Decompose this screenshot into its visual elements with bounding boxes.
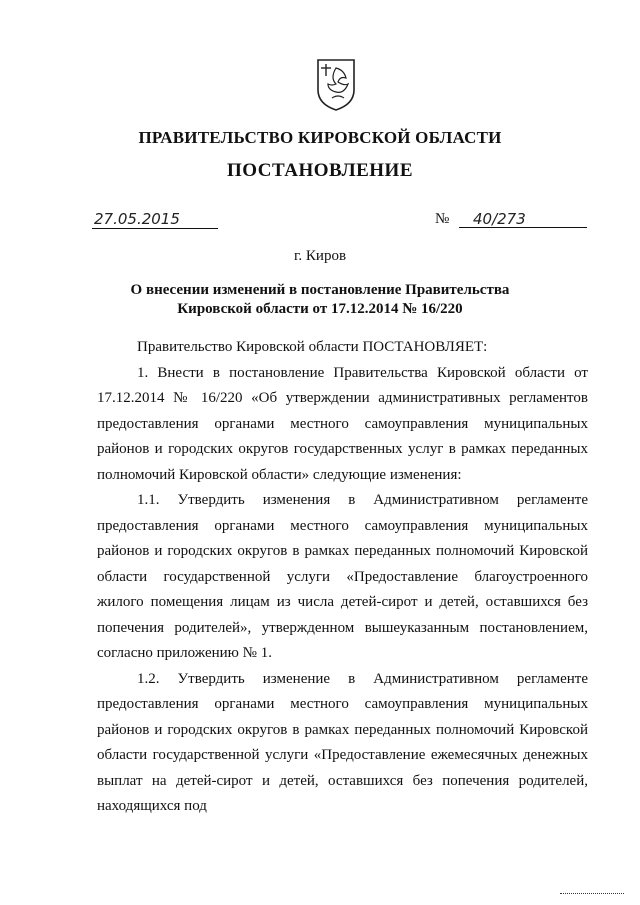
- coat-of-arms-icon: [314, 56, 358, 112]
- document-number: 40/273: [459, 210, 587, 228]
- number-label: №: [435, 211, 450, 227]
- document-date: 27.05.2015: [92, 210, 218, 229]
- paragraph-1-1: 1.1. Утвердить изменения в Административном регламенте предоставления органами местного самоуправления муниципальных районов и городских округов в рамках переданных полномочий Кировской области государственной услуги «Предоставление благоустроенного жилого помещения лицам из числа детей-сирот и детей, оставшихся без попечения родителей», утвержденном вышеуказанным постановлением, согласно приложению № 1.: [97, 492, 588, 661]
- footer-mark: [560, 893, 624, 894]
- document-body: [97, 335, 588, 820]
- document-type: ПОСТАНОВЛЕНИЕ: [226, 160, 414, 181]
- government-title: ПРАВИТЕЛЬСТВО КИРОВСКОЙ ОБЛАСТИ: [138, 128, 502, 147]
- paragraph-1: 1. Внести в постановление Правительства Кировской области от 17.12.2014 № 16/220 «Об утверждении административных регламентов предоставления органами местного самоуправления муниципальных районов и городских округов государственных услуг в рамках переданных полномочий Кировской области» следующие изменения:: [97, 364, 588, 483]
- document-subject: О внесении изменений в постановление Правительства Кировской области от 17.12.2014 № 16/220: [130, 282, 510, 317]
- city: г. Киров: [293, 248, 347, 264]
- preamble-paragraph: Правительство Кировской области ПОСТАНОВЛЯЕТ:: [137, 339, 488, 355]
- paragraph-1-2: 1.2. Утвердить изменение в Административном регламенте предоставления органами местного самоуправления муниципальных районов и городских округов в рамках переданных полномочий Кировской области государственной услуги «Предоставление ежемесячных денежных выплат на детей-сирот и детей, оставшихся без попечения родителей, находящихся под: [97, 670, 588, 814]
